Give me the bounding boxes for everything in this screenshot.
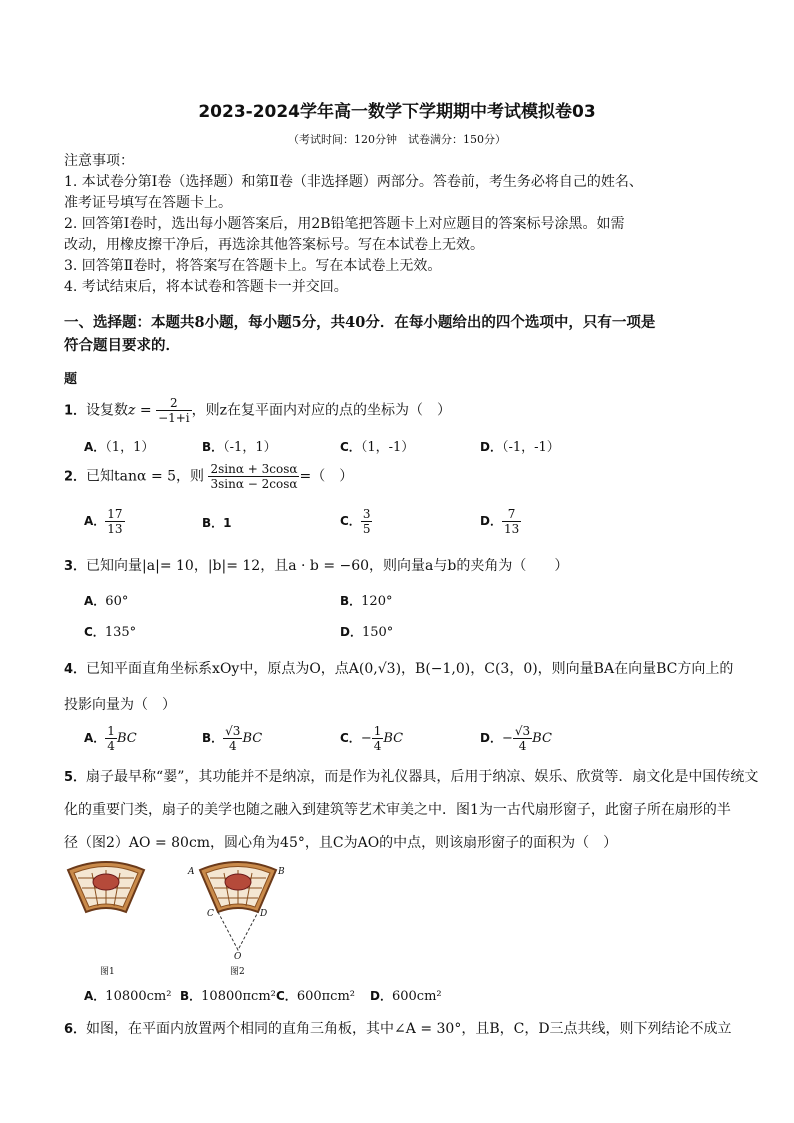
fraction-numerator: 17 bbox=[107, 507, 123, 521]
fan-window-figures bbox=[64, 858, 304, 978]
point-o-label: O bbox=[234, 952, 242, 962]
option-d[interactable] bbox=[340, 623, 393, 640]
point-a-label: A bbox=[188, 867, 195, 877]
option-d[interactable] bbox=[370, 987, 442, 1004]
option-a[interactable] bbox=[84, 724, 137, 753]
fraction bbox=[502, 507, 521, 536]
option-b[interactable] bbox=[202, 514, 232, 531]
fraction-denominator: 3sinα − 2cosα bbox=[210, 477, 298, 491]
fraction-numerator: 1 bbox=[373, 724, 382, 738]
question-number: 5． bbox=[64, 770, 87, 785]
fraction bbox=[223, 724, 242, 753]
question-text: 已知tanα = 5，则 bbox=[86, 468, 205, 485]
option-b[interactable] bbox=[180, 987, 276, 1004]
option-label: A． bbox=[84, 989, 106, 1003]
option-c[interactable] bbox=[276, 987, 355, 1004]
question-4-cont bbox=[64, 694, 734, 714]
option-text: 60° bbox=[105, 594, 129, 609]
exam-subtitle: （考试时间：120分钟 试卷满分：150分） bbox=[288, 133, 506, 146]
fraction-numerator: √3 bbox=[514, 724, 531, 738]
option-label: B． bbox=[202, 731, 224, 745]
question-number: 2． bbox=[64, 469, 87, 485]
option-c[interactable] bbox=[340, 436, 414, 455]
question-4 bbox=[64, 658, 734, 678]
notes-heading: 注意事项： bbox=[64, 153, 134, 169]
fraction-denominator: 13 bbox=[503, 522, 520, 536]
fraction bbox=[372, 724, 384, 753]
notes-block bbox=[64, 151, 734, 298]
point-c-label: C bbox=[207, 909, 214, 919]
question-text: 如图，在平面内放置两个相同的直角三角板，其中∠A = 30°，且B，C，D三点共线，则下列结论不成立 bbox=[86, 1021, 732, 1037]
fraction bbox=[105, 724, 117, 753]
option-label: A． bbox=[84, 514, 106, 528]
option-b[interactable] bbox=[202, 724, 262, 753]
option-text: （-1，1） bbox=[223, 440, 277, 455]
question-text: 化的重要门类，扇子的美学也随之融入到建筑等艺术审美之中．图1为一古代扇形窗子，此窗子所在扇形的半 bbox=[64, 802, 731, 818]
fraction bbox=[361, 507, 373, 536]
option-d[interactable] bbox=[480, 724, 552, 753]
section-heading bbox=[64, 311, 734, 357]
notes-line: 准考证号填写在答题卡上。 bbox=[64, 195, 232, 211]
fraction-denominator: 4 bbox=[373, 739, 382, 753]
option-label: A． bbox=[84, 731, 106, 745]
option-label: D． bbox=[480, 731, 502, 745]
notes-line: 改动，用橡皮擦干净后，再选涂其他答案标号。写在本试卷上无效。 bbox=[64, 237, 484, 253]
fan-figure-2 bbox=[200, 862, 276, 950]
option-label: B． bbox=[202, 440, 224, 454]
option-label: C． bbox=[340, 514, 361, 528]
option-text: （-1，-1） bbox=[501, 440, 560, 455]
question-text: ，则z在复平面内对应的点的坐标为（ ） bbox=[191, 402, 452, 419]
figure-2-caption: 图2 bbox=[230, 967, 245, 977]
option-text: 600πcm² bbox=[296, 989, 355, 1004]
point-d-label: D bbox=[260, 909, 268, 919]
exam-title: 2023-2024学年高一数学下学期期中考试模拟卷03 bbox=[198, 102, 596, 122]
question-text: 扇子最早称“翣”，其功能并不是纳凉，而是作为礼仪器具，后用于纳凉、娱乐、欣赏等．扇文化是中国传统文 bbox=[86, 769, 759, 785]
question-number: 4． bbox=[64, 662, 87, 677]
fraction bbox=[156, 396, 192, 425]
option-label: C． bbox=[340, 731, 361, 745]
question-text: 已知向量|a|= 10，|b|= 12，且a · b = −60，则向量a与b的夹角为（ ） bbox=[86, 558, 569, 574]
fraction bbox=[513, 724, 532, 753]
vector-name: BC bbox=[242, 731, 263, 746]
fraction-numerator: 7 bbox=[502, 507, 521, 522]
option-label: A． bbox=[84, 440, 106, 454]
section-heading-line: 符合题目要求的． bbox=[64, 337, 180, 354]
option-d[interactable] bbox=[480, 507, 521, 536]
fraction-denominator: 4 bbox=[228, 739, 237, 753]
fraction-numerator: 3 bbox=[362, 507, 371, 521]
math-expression: z = bbox=[128, 402, 152, 419]
option-label: A． bbox=[84, 594, 106, 608]
notes-line: 4. 考试结束后，将本试卷和答题卡一并交回。 bbox=[64, 279, 348, 295]
option-a[interactable] bbox=[84, 987, 171, 1004]
question-6 bbox=[64, 1018, 734, 1038]
vector-name: BC bbox=[116, 731, 137, 746]
option-text: 10800πcm² bbox=[201, 989, 276, 1004]
option-text: （1，-1） bbox=[360, 440, 415, 455]
point-b-label: B bbox=[278, 867, 285, 877]
option-text: 600cm² bbox=[391, 989, 442, 1004]
option-text: 10800cm² bbox=[105, 989, 172, 1004]
option-label: D． bbox=[340, 625, 362, 639]
fraction-denominator: 4 bbox=[107, 739, 115, 753]
option-text: 135° bbox=[104, 625, 137, 640]
option-label: C． bbox=[340, 440, 361, 454]
section-heading-line: 一、选择题：本题共8小题，每小题5分，共40分．在每小题给出的四个选项中，只有一项是 bbox=[64, 314, 656, 331]
option-label: C． bbox=[84, 625, 105, 639]
question-3 bbox=[64, 555, 734, 575]
question-number: 3． bbox=[64, 559, 87, 574]
question-text: 已知平面直角坐标系xOy中，原点为O，点A(0,√3)，B(−1,0)，C(3，0)，则向量BA在向量BC方向上的 bbox=[86, 661, 734, 677]
section-label: 题 bbox=[64, 372, 78, 387]
notes-line: 1. 本试卷分第Ⅰ卷（选择题）和第Ⅱ卷（非选择题）两部分。答卷前，考生务必将自己的姓名、 bbox=[64, 174, 643, 190]
fan-window-illustration bbox=[64, 858, 304, 978]
option-c[interactable] bbox=[340, 724, 403, 753]
option-text: 1 bbox=[223, 516, 232, 530]
option-label: B． bbox=[340, 594, 362, 608]
option-a[interactable] bbox=[84, 436, 154, 455]
notes-line: 3. 回答第Ⅱ卷时，将答案写在答题卡上。写在本试卷上无效。 bbox=[64, 258, 442, 274]
fraction bbox=[208, 462, 299, 491]
option-a[interactable] bbox=[84, 507, 125, 536]
option-label: C． bbox=[276, 989, 297, 1003]
fraction-numerator: 2 bbox=[156, 396, 192, 411]
figure-1-caption: 图1 bbox=[100, 967, 115, 977]
question-2 bbox=[64, 462, 734, 491]
option-text: （1，1） bbox=[105, 440, 155, 455]
fraction-denominator: 13 bbox=[107, 522, 123, 536]
vector-name: BC bbox=[383, 731, 404, 746]
option-sign: − bbox=[501, 731, 513, 746]
option-label: D． bbox=[370, 989, 392, 1003]
fraction bbox=[105, 507, 124, 536]
vector-name: BC bbox=[532, 731, 552, 746]
question-text: 径（图2）AO = 80cm，圆心角为45°，且C为AO的中点，则该扇形窗子的面积为（ ） bbox=[64, 835, 618, 851]
question-1 bbox=[64, 396, 734, 425]
question-number: 1． bbox=[64, 403, 87, 419]
option-d[interactable] bbox=[480, 436, 560, 455]
option-label: D． bbox=[480, 440, 502, 454]
option-text: 120° bbox=[361, 594, 393, 609]
fraction-denominator: 4 bbox=[518, 739, 527, 753]
option-a[interactable] bbox=[84, 592, 128, 609]
option-c[interactable] bbox=[84, 623, 136, 640]
fraction-denominator: 5 bbox=[362, 522, 371, 536]
option-label: D． bbox=[480, 514, 502, 528]
notes-line: 2. 回答第Ⅰ卷时，选出每小题答案后，用2B铅笔把答题卡上对应题目的答案标号涂黑。如需 bbox=[64, 216, 625, 232]
option-sign: − bbox=[360, 731, 372, 746]
option-b[interactable] bbox=[202, 436, 277, 455]
question-text: 投影向量为（ ） bbox=[64, 697, 176, 713]
option-text: 150° bbox=[361, 625, 394, 640]
fraction-denominator: −1+i bbox=[158, 411, 190, 425]
fan-figure-1 bbox=[68, 862, 144, 912]
fraction-numerator: 2sinα + 3cosα bbox=[210, 462, 298, 476]
option-label: B． bbox=[180, 989, 202, 1003]
option-label: B． bbox=[202, 516, 224, 530]
fraction-numerator: 1 bbox=[107, 724, 115, 738]
option-b[interactable] bbox=[340, 592, 392, 609]
question-5 bbox=[64, 761, 759, 860]
question-text: =（ ） bbox=[299, 468, 354, 485]
question-text: 设复数 bbox=[86, 402, 129, 419]
question-number: 6． bbox=[64, 1022, 87, 1037]
fraction-numerator: √3 bbox=[225, 724, 241, 738]
option-c[interactable] bbox=[340, 507, 372, 536]
